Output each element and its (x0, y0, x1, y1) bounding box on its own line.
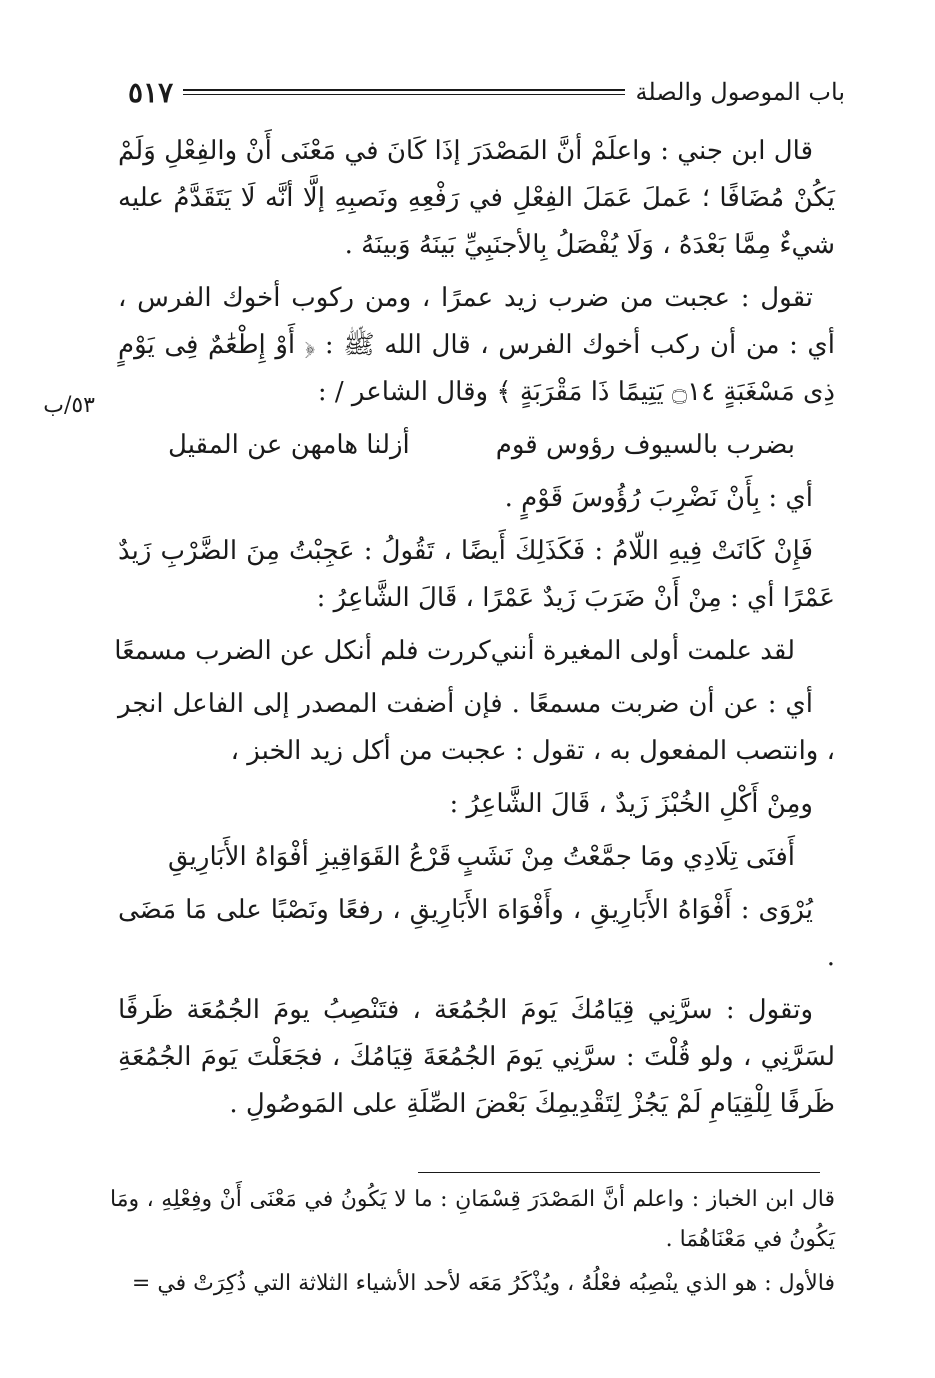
verse-3-first-hemistich: أَفنَى تِلَادِي ومَا جمَّعْتُ مِنْ نَشَبٍ (456, 842, 795, 872)
footnote-ibn-khabbaz: قال ابن الخباز : واعلم أنَّ المَصْدَرَ قِسْمَانِ : ما لا يَكُونُ في مَعْنَى أَنْ وفِعْلِهِ ، ومَا يَكُونُ في مَعْنَاهُمَا . (110, 1187, 835, 1252)
paragraph-explanation-1: أي : بِأَنْ نَضْرِبَ رُؤُوسَ قَوْمٍ . (504, 483, 813, 513)
poetry-verse-2 (114, 628, 835, 675)
paragraph-friday: وتقول : سرَّنِي قِيَامُكَ يَومَ الجُمُعَة ، فتَنْصِبُ يومَ الجُمُعَة ظَرفًا لسَرَّنِي ، ولو قُلْتَ : سرَّنِي يَومَ الجُمُعَةَ قِيَامُكَ ، فجَعَلْتَ يَومَ الجُمُعَةِ ظَرفًا لِلْقِيَامِ لَمْ يَجُزْ لِتَقْدِيمِكَ بَعْضَ الصِّلَةِ على المَوصُولِ . (118, 995, 835, 1119)
manuscript-folio-note: ٥٣/ب (43, 393, 95, 418)
verse-1-second-hemistich: أزلنا هامهن عن المقيل (168, 430, 410, 460)
verse-1-first-hemistich: بضرب بالسيوف رؤوس قوم (495, 430, 795, 460)
poetry-verse-1 (118, 422, 835, 469)
paragraph-example-bread: ومِنْ أَكْلِ الخُبْزَ زَيدٌ ، قَالَ الشَّاعِرُ : (449, 789, 813, 819)
footnotes (110, 1180, 835, 1308)
page-header (128, 72, 845, 112)
paragraph-riwaya: يُرْوَى : أَفْوَاهُ الأَبَارِيقِ ، وأَفْوَاهَ الأَبَارِيقِ ، رفعًا ونَصْبًا على مَا مَضَى . (118, 895, 835, 972)
main-text (114, 128, 835, 1134)
chapter-title: باب الموصول والصلة (635, 78, 845, 106)
header-rule (183, 89, 625, 95)
poetry-verse-3 (118, 834, 835, 881)
verse-2-second-hemistich: كررت فلم أنكل عن الضرب مسمعًا (114, 636, 491, 666)
verse-3-second-hemistich: قَرْعُ القَوَاقِيزِ أفْوَاهُ الأَبَارِيقِ (168, 842, 452, 872)
verse-2-first-hemistich: لقد علمت أولى المغيرة أنني (490, 636, 795, 666)
paragraph-ibn-jinni: قال ابن جني : واعلَمْ أنَّ المَصْدَرَ إذَا كَانَ في مَعْنَى أَنْ والفِعْلِ وَلَمْ يَكُنْ مُضَافًا ؛ عَملَ عَمَلَ الفِعْلِ في رَفْعِهِ ونَصبِهِ إلَّا أنَّه لَا يَتَقَدَّمُ عليه شيءٌ مِمَّا بَعْدَهُ ، وَلَا يُفْصَلُ بِالأجنَبِيِّ بَينَهُ وَبينَهُ . (118, 136, 835, 260)
paragraph-idafa: أي : عن أن ضربت مسمعًا . فإن أضفت المصدر إلى الفاعل انجر ، وانتصب المفعول به ، تقول : عجبت من أكل زيد الخبز ، (118, 689, 835, 766)
footnote-first-type: فالأول : هو الذي ينْصِبُه فعْلُهُ ، ويُذْكَرُ مَعَه لأحد الأشياء الثلاثة التي ذُكِرَتْ في = (131, 1271, 835, 1296)
page-number: ٥١٧ (128, 75, 174, 109)
footnote-separator (418, 1172, 820, 1173)
paragraph-with-lam: فَإِنْ كَانَتْ فِيهِ اللّامُ : فَكَذَلِكَ أَيضًا ، تَقُولُ : عَجِبْتُ مِنَ الضَّرْبِ زَيدٌ عَمْرًا أي : مِنْ أَنْ ضَرَبَ زَيدٌ عَمْرًا ، قَالَ الشَّاعِرُ : (118, 536, 835, 613)
paragraph-examples: تقول : عجبت من ضرب زيد عمرًا ، ومن ركوب أخوك الفرس ، أي : من أن ركب أخوك الفرس ، قال الله ﷺ : ﴿ أَوْ إِطْعَٰمٌ فِى يَوْمٍ ذِى مَسْغَبَةٍ ۝١٤ يَتِيمًا ذَا مَقْرَبَةٍ ﴾ وقال الشاعر / : (118, 283, 835, 407)
